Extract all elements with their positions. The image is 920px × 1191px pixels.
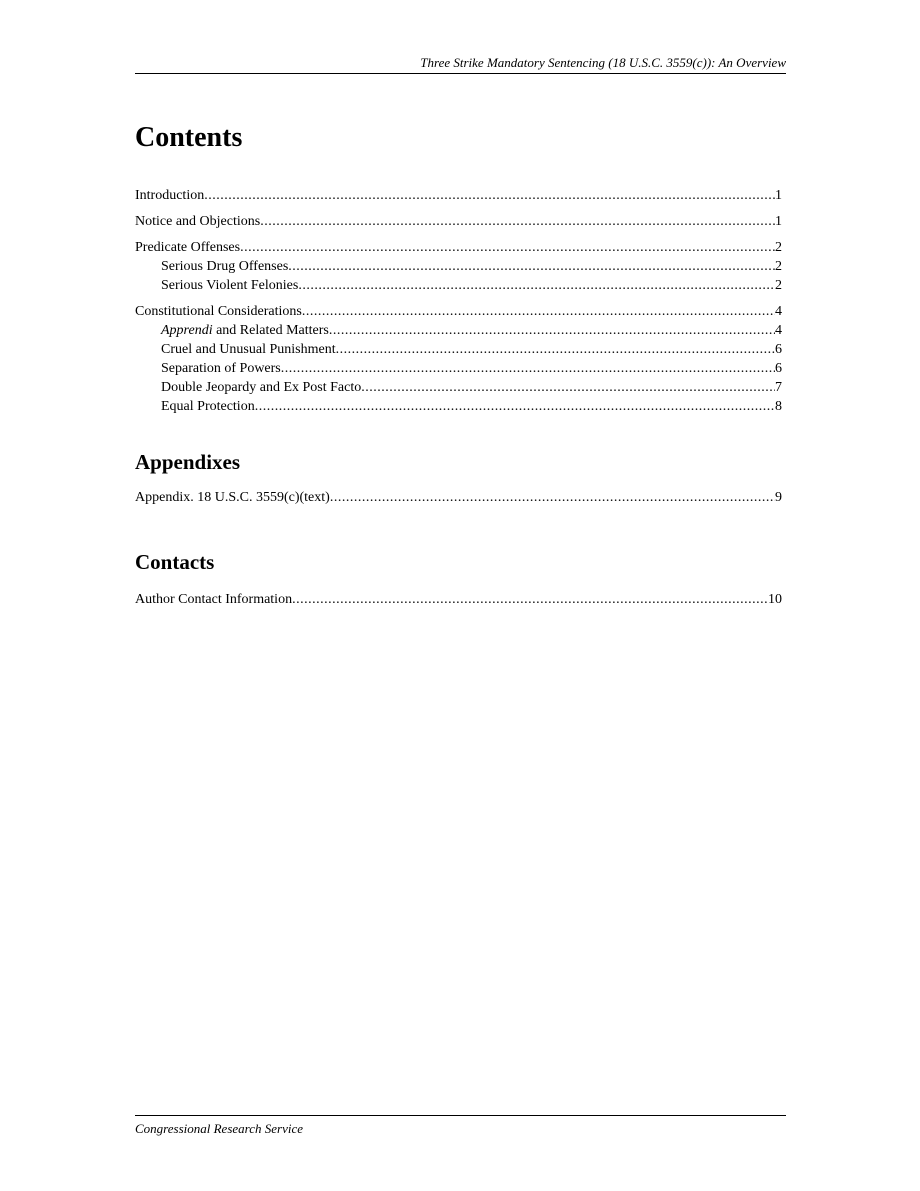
toc-entry-notice-objections[interactable] [135,204,782,230]
toc-entry-label: Constitutional Considerations [135,304,302,319]
toc-entry-label: Separation of Powers [161,361,281,376]
page-footer: Congressional Research Service [135,1115,786,1137]
toc-entry-label [161,323,329,339]
appendixes-heading: Appendixes [135,450,241,474]
toc-leader [204,188,775,204]
toc-leader [302,304,775,320]
toc-entry-label: Cruel and Unusual Punishment [161,342,336,357]
toc-entry-label: Introduction [135,188,205,203]
toc-leader [298,278,775,294]
toc-entry-page: 1 [775,188,782,203]
toc-entry-introduction[interactable] [135,178,782,204]
toc-entry-serious-violent-felonies[interactable] [135,275,782,294]
appendixes-list [135,486,782,506]
toc-entry-cruel-unusual[interactable] [135,339,782,358]
toc-entry-label: Predicate Offenses [135,240,241,255]
toc-entry-double-jeopardy[interactable] [135,377,782,396]
toc-entry-label: Serious Drug Offenses [161,259,289,274]
toc-entry-page: 9 [775,490,782,505]
contents-heading: Contents [135,122,243,153]
contents-list [135,178,782,415]
toc-leader [329,323,775,339]
toc-leader [281,361,775,377]
toc-entry-label: Author Contact Information [135,592,293,607]
toc-entry-page: 2 [775,278,782,293]
toc-leader [240,240,775,256]
toc-entry-page: 8 [775,399,782,414]
toc-leader [361,380,775,396]
toc-entry-page: 4 [775,304,782,319]
toc-entry-serious-drug-offenses[interactable] [135,256,782,275]
toc-entry-author-contact[interactable] [135,588,782,608]
toc-entry-page: 2 [775,259,782,274]
contacts-heading: Contacts [135,550,215,574]
toc-entry-predicate-offenses[interactable] [135,230,782,256]
toc-entry-page: 1 [775,214,782,229]
toc-entry-label: Serious Violent Felonies [161,278,299,293]
toc-entry-page: 10 [768,592,782,607]
toc-leader [260,214,775,230]
toc-leader [288,259,775,275]
toc-entry-page: 6 [775,361,782,376]
toc-leader [336,342,775,358]
toc-entry-constitutional-considerations[interactable] [135,294,782,320]
toc-entry-appendix[interactable] [135,486,782,506]
toc-leader [292,592,768,608]
toc-entry-label: Equal Protection [161,399,255,414]
toc-entry-label-rest: and Related Matters [212,323,329,338]
toc-entry-apprendi[interactable] [135,320,782,339]
contacts-list [135,588,782,608]
toc-entry-page: 7 [775,380,782,395]
toc-leader [255,399,775,415]
toc-entry-page: 6 [775,342,782,357]
toc-entry-page: 2 [775,240,782,255]
toc-entry-equal-protection[interactable] [135,396,782,415]
toc-entry-separation-powers[interactable] [135,358,782,377]
toc-entry-label-italic: Apprendi [161,323,213,338]
toc-leader [330,490,775,506]
toc-entry-label: Notice and Objections [135,214,261,229]
toc-entry-label: Double Jeopardy and Ex Post Facto [161,380,362,395]
toc-entry-label: Appendix. 18 U.S.C. 3559(c)(text) [135,490,330,505]
toc-entry-page: 4 [775,323,782,338]
running-header: Three Strike Mandatory Sentencing (18 U.S.C. 3559(c)): An Overview [135,55,786,74]
